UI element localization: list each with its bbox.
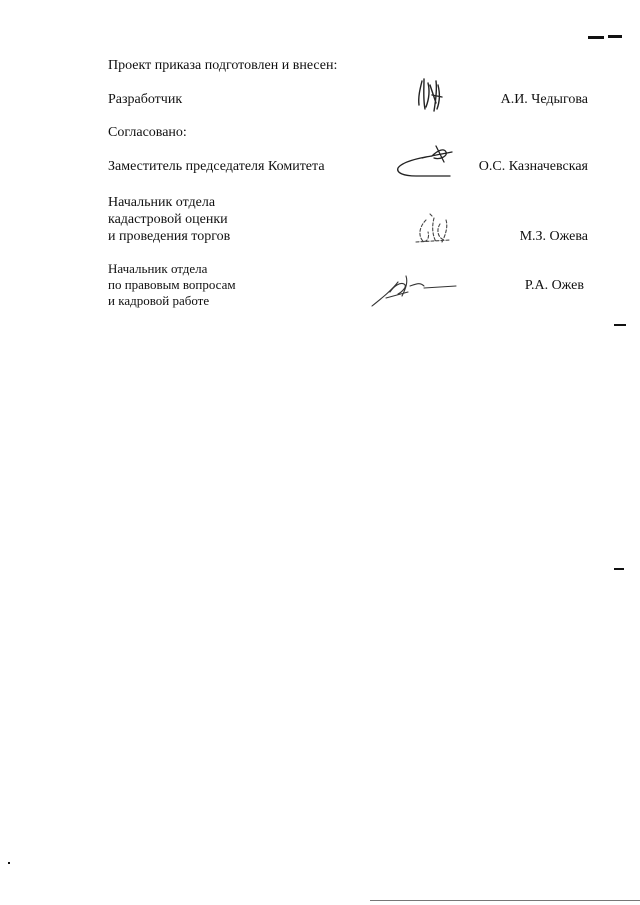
role-cadastral-line-3: и проведения торгов [108,229,231,244]
name-legal: Р.А. Ожев [524,278,584,293]
name-developer: А.И. Чедыгова [500,92,588,107]
scan-mark [614,324,626,326]
signature-deputy-chairman [392,140,462,180]
scan-edge-line [370,900,640,901]
scan-mark [8,862,10,864]
name-deputy-chairman: О.С. Казначевская [478,159,588,174]
signature-developer [410,75,450,115]
role-developer: Разработчик [108,92,183,107]
scan-mark [588,36,604,39]
scan-mark [608,35,622,38]
signature-cadastral [406,212,462,256]
prepared-by-heading: Проект приказа подготовлен и внесен: [108,58,338,73]
role-cadastral-line-2: кадастровой оценки [108,212,228,227]
role-legal-line-1: Начальник отдела [108,261,208,276]
role-legal-line-3: и кадровой работе [108,293,210,308]
signature-legal [368,262,460,310]
role-deputy-chairman: Заместитель председателя Комитета [108,159,325,174]
role-cadastral-line-1: Начальник отдела [108,195,216,210]
role-legal-line-2: по правовым вопросам [108,277,236,292]
approved-label: Согласовано: [108,125,187,140]
scan-mark [614,568,624,570]
name-cadastral: М.З. Ожева [519,229,588,244]
